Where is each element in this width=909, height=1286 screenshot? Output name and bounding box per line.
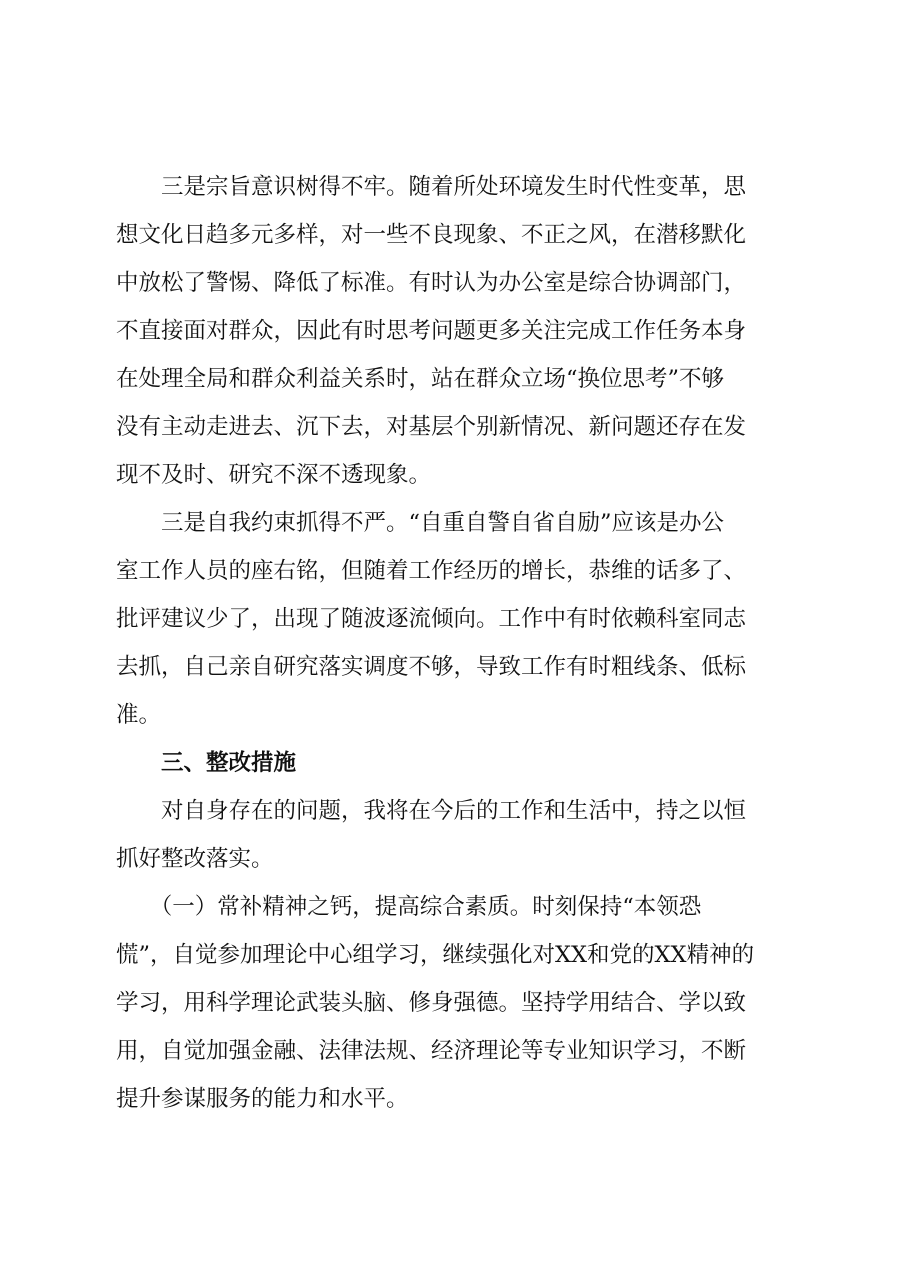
paragraph-4-line-2: 慌”，自觉参加理论中心组学习，继续强化对XX和党的XX精神的	[116, 942, 755, 968]
paragraph-1-line-4: 不直接面对群众，因此有时思考问题更多关注完成工作任务本身	[116, 318, 747, 344]
paragraph-2-line-3: 批评建议少了，出现了随波逐流倾向。工作中有时依赖科室同志	[116, 606, 747, 632]
paragraph-2-line-5: 准。	[116, 702, 162, 728]
paragraph-3-line-1: 对自身存在的问题，我将在今后的工作和生活中，持之以恒	[116, 798, 747, 824]
paragraph-2-line-2: 室工作人员的座右铭，但随着工作经历的增长，恭维的话多了、	[116, 558, 747, 584]
paragraph-1-line-5: 在处理全局和群众利益关系时，站在群众立场“换位思考”不够	[116, 366, 725, 392]
paragraph-1-line-6: 没有主动走进去、沉下去，对基层个别新情况、新问题还存在发	[116, 414, 747, 440]
paragraph-2-line-1: 三是自我约束抓得不严。“自重自警自省自励”应该是办公	[116, 510, 725, 536]
paragraph-2-line-4: 去抓，自己亲自研究落实调度不够，导致工作有时粗线条、低标	[116, 654, 747, 680]
paragraph-1-line-2: 想文化日趋多元多样，对一些不良现象、不正之风，在潜移默化	[116, 222, 747, 248]
paragraph-4-line-5: 提升参谋服务的能力和水平。	[116, 1086, 409, 1112]
section-heading: 三、整改措施	[116, 750, 297, 776]
paragraph-1-line-1: 三是宗旨意识树得不牢。随着所处环境发生时代性变革，思	[116, 174, 747, 200]
paragraph-4-line-1: （一）常补精神之钙，提高综合素质。时刻保持“本领恐	[116, 894, 702, 920]
paragraph-1-line-7: 现不及时、研究不深不透现象。	[116, 462, 432, 488]
paragraph-4-line-4: 用，自觉加强金融、法律法规、经济理论等专业知识学习，不断	[116, 1038, 747, 1064]
paragraph-3-line-2: 抓好整改落实。	[116, 846, 274, 872]
paragraph-1-line-3: 中放松了警惕、降低了标准。有时认为办公室是综合协调部门，	[116, 270, 747, 296]
paragraph-4-line-3: 学习，用科学理论武装头脑、修身强德。坚持学用结合、学以致	[116, 990, 747, 1016]
